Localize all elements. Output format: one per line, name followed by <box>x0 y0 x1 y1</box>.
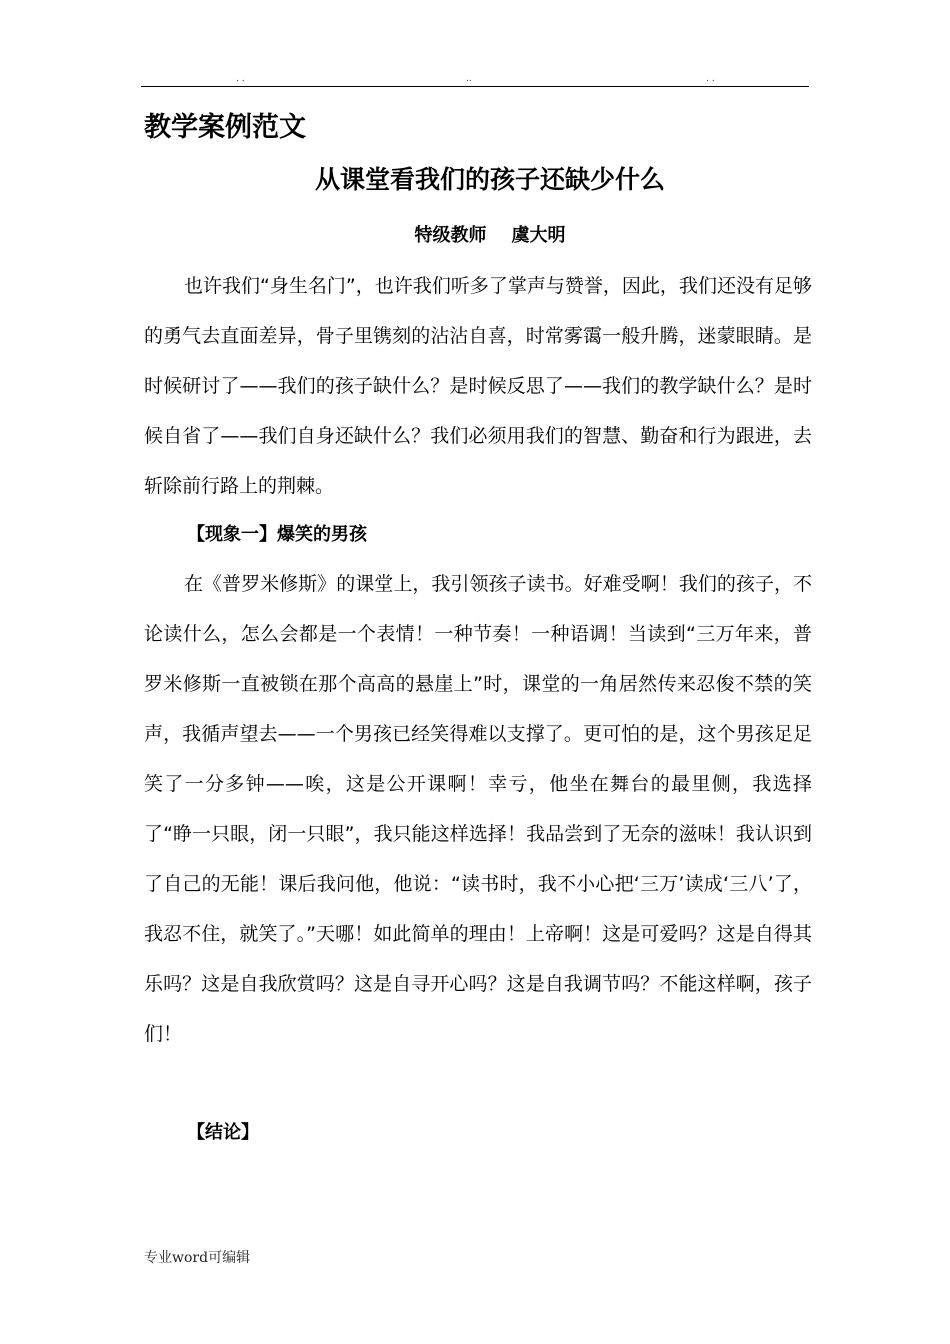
page-footer: 专业word可编辑 <box>144 1250 251 1266</box>
header-mark-center: .. <box>466 74 472 84</box>
header-divider <box>141 86 809 87</box>
document-heading: 教学案例范文 <box>144 112 306 143</box>
intro-paragraph: 也许我们“身生名门”，也许我们听多了掌声与赞誉，因此，我们还没有足够的勇气去直面差异，骨子里镌刻的沾沾自喜，时常雾霭一般升腾，迷蒙眼睛。是时候研讨了——我们的孩子缺什么？是时候反思了——我们的教学缺什么？是时候自省了——我们自身还缺什么？我们必须用我们的智慧、勤奋和行为跟进，去斩除前行路上的荆棘。 <box>144 275 812 497</box>
section-heading-conclusion: 【结论】 <box>187 1122 259 1143</box>
article-title: 从课堂看我们的孩子还缺少什么 <box>314 165 665 194</box>
header-mark-left: . . <box>236 74 245 84</box>
header-mark-right: . . <box>706 74 715 84</box>
section-heading-phenomenon-one: 【现象一】爆笑的男孩 <box>187 524 367 545</box>
phenomenon-one-paragraph: 在《普罗米修斯》的课堂上，我引领孩子读书。好难受啊！我们的孩子，不论读什么，怎么会都是一个表情！一种节奏！一种语调！当读到“三万年来，普罗米修斯一直被锁在那个高高的悬崖上”时，课堂的一角居然传来忍俊不禁的笑声，我循声望去——一个男孩已经笑得难以支撑了。更可怕的是，这个男孩足足笑了一分多钟——唉，这是公开课啊！幸亏，他坐在舞台的最里侧，我选择了“睁一只眼，闭一只眼”，我只能这样选择！我品尝到了无奈的滋味！我认识到了自己的无能！课后我问他，他说：“读书时，我不小心把‘三万’读成‘三八’了，我忍不住，就笑了。”天哪！如此简单的理由！上帝啊！这是可爱吗？这是自得其乐吗？这是自我欣赏吗？这是自寻开心吗？这是自我调节吗？不能这样啊，孩子们！ <box>144 573 812 1045</box>
article-author: 特级教师 虞大明 <box>414 225 566 246</box>
